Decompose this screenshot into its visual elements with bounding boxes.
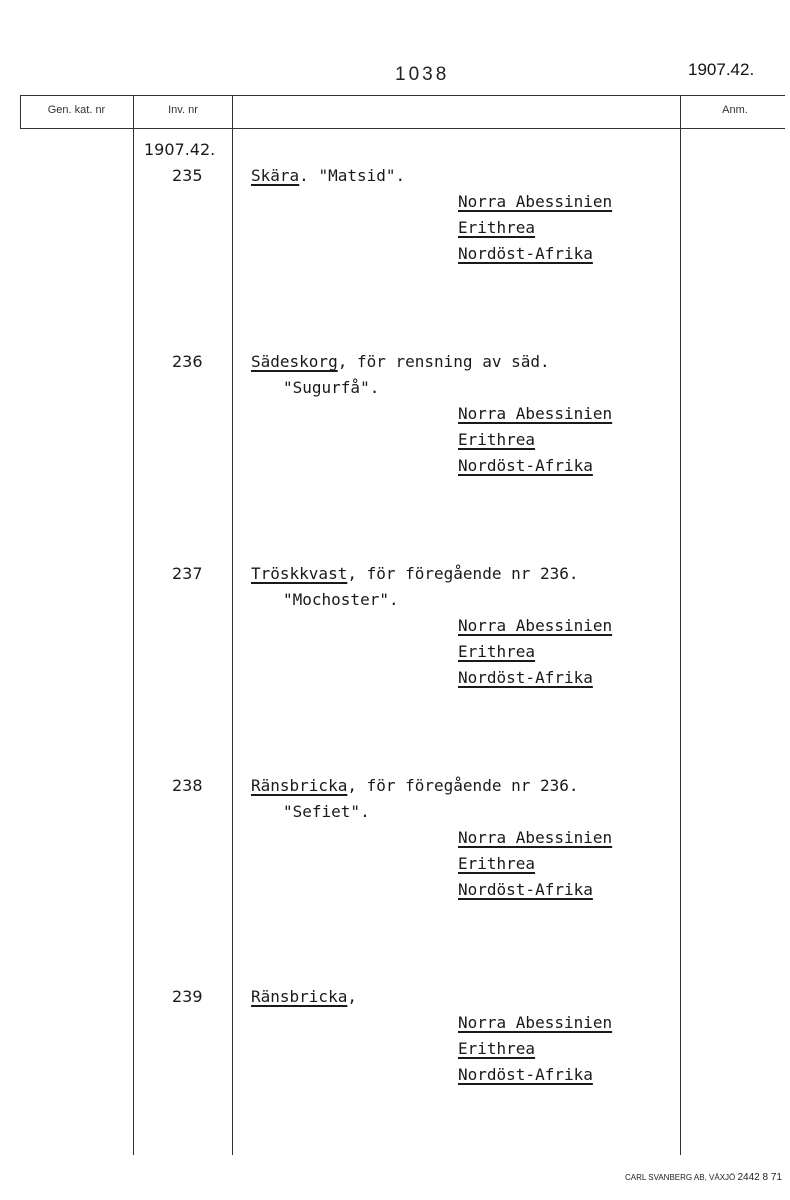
place-region: Norra Abessinien bbox=[458, 404, 613, 423]
place-region: Norra Abessinien bbox=[458, 192, 613, 211]
place-continent: Nordöst-Afrika bbox=[458, 1065, 593, 1084]
place-region: Norra Abessinien bbox=[458, 616, 613, 635]
column-header-anm: Anm. bbox=[722, 104, 748, 116]
place-region: Norra Abessinien bbox=[458, 828, 613, 847]
object-local-name: "Sefiet". bbox=[283, 802, 370, 821]
object-name: Ränsbricka bbox=[251, 987, 348, 1006]
column-divider-gen-inv bbox=[133, 95, 134, 1155]
place-country: Erithrea bbox=[458, 642, 536, 661]
place-country: Erithrea bbox=[458, 854, 536, 873]
header-bottom-rule bbox=[20, 128, 785, 129]
printer-name: CARL SVANBERG AB, VÄXJÖ bbox=[625, 1173, 736, 1182]
object-local-name: "Sugurfå". bbox=[283, 378, 380, 397]
place-continent: Nordöst-Afrika bbox=[458, 880, 593, 899]
place-continent: Nordöst-Afrika bbox=[458, 456, 593, 475]
inventory-number: 239 bbox=[172, 987, 203, 1006]
printer-imprint bbox=[625, 1172, 782, 1183]
form-code: 2442 8 71 bbox=[737, 1172, 782, 1183]
object-description bbox=[251, 776, 579, 795]
object-name: Tröskkvast bbox=[251, 564, 348, 583]
place-country: Erithrea bbox=[458, 430, 536, 449]
place-continent: Nordöst-Afrika bbox=[458, 668, 593, 687]
object-details: , för föregående nr 236. bbox=[347, 564, 579, 583]
inventory-number: 237 bbox=[172, 564, 203, 583]
column-header-inv: Inv. nr bbox=[168, 104, 198, 116]
object-description bbox=[251, 987, 357, 1006]
inventory-number: 236 bbox=[172, 352, 203, 371]
object-description bbox=[251, 166, 405, 185]
column-divider-desc-anm bbox=[680, 95, 681, 1155]
place-country: Erithrea bbox=[458, 1039, 536, 1058]
object-name: Ränsbricka bbox=[251, 776, 348, 795]
column-header-gen-kat: Gen. kat. nr bbox=[47, 104, 106, 116]
table-top-rule bbox=[20, 95, 785, 96]
catalog-reference: 1907.42. bbox=[688, 60, 755, 79]
inventory-number: 238 bbox=[172, 776, 203, 795]
object-details: . "Matsid". bbox=[299, 166, 406, 185]
object-details: , för rensning av säd. bbox=[337, 352, 550, 371]
inventory-number: 235 bbox=[172, 166, 203, 185]
page-number: 1038 bbox=[395, 64, 450, 85]
object-description bbox=[251, 564, 579, 583]
object-details: , för föregående nr 236. bbox=[347, 776, 579, 795]
column-divider-inv-desc bbox=[232, 95, 233, 1155]
object-local-name: "Mochoster". bbox=[283, 590, 399, 609]
place-country: Erithrea bbox=[458, 218, 536, 237]
collection-number: 1907.42. bbox=[144, 140, 216, 159]
object-details: , bbox=[347, 987, 357, 1006]
object-description bbox=[251, 352, 550, 371]
object-name: Skära bbox=[251, 166, 300, 185]
place-continent: Nordöst-Afrika bbox=[458, 244, 593, 263]
object-name: Sädeskorg bbox=[251, 352, 338, 371]
place-region: Norra Abessinien bbox=[458, 1013, 613, 1032]
